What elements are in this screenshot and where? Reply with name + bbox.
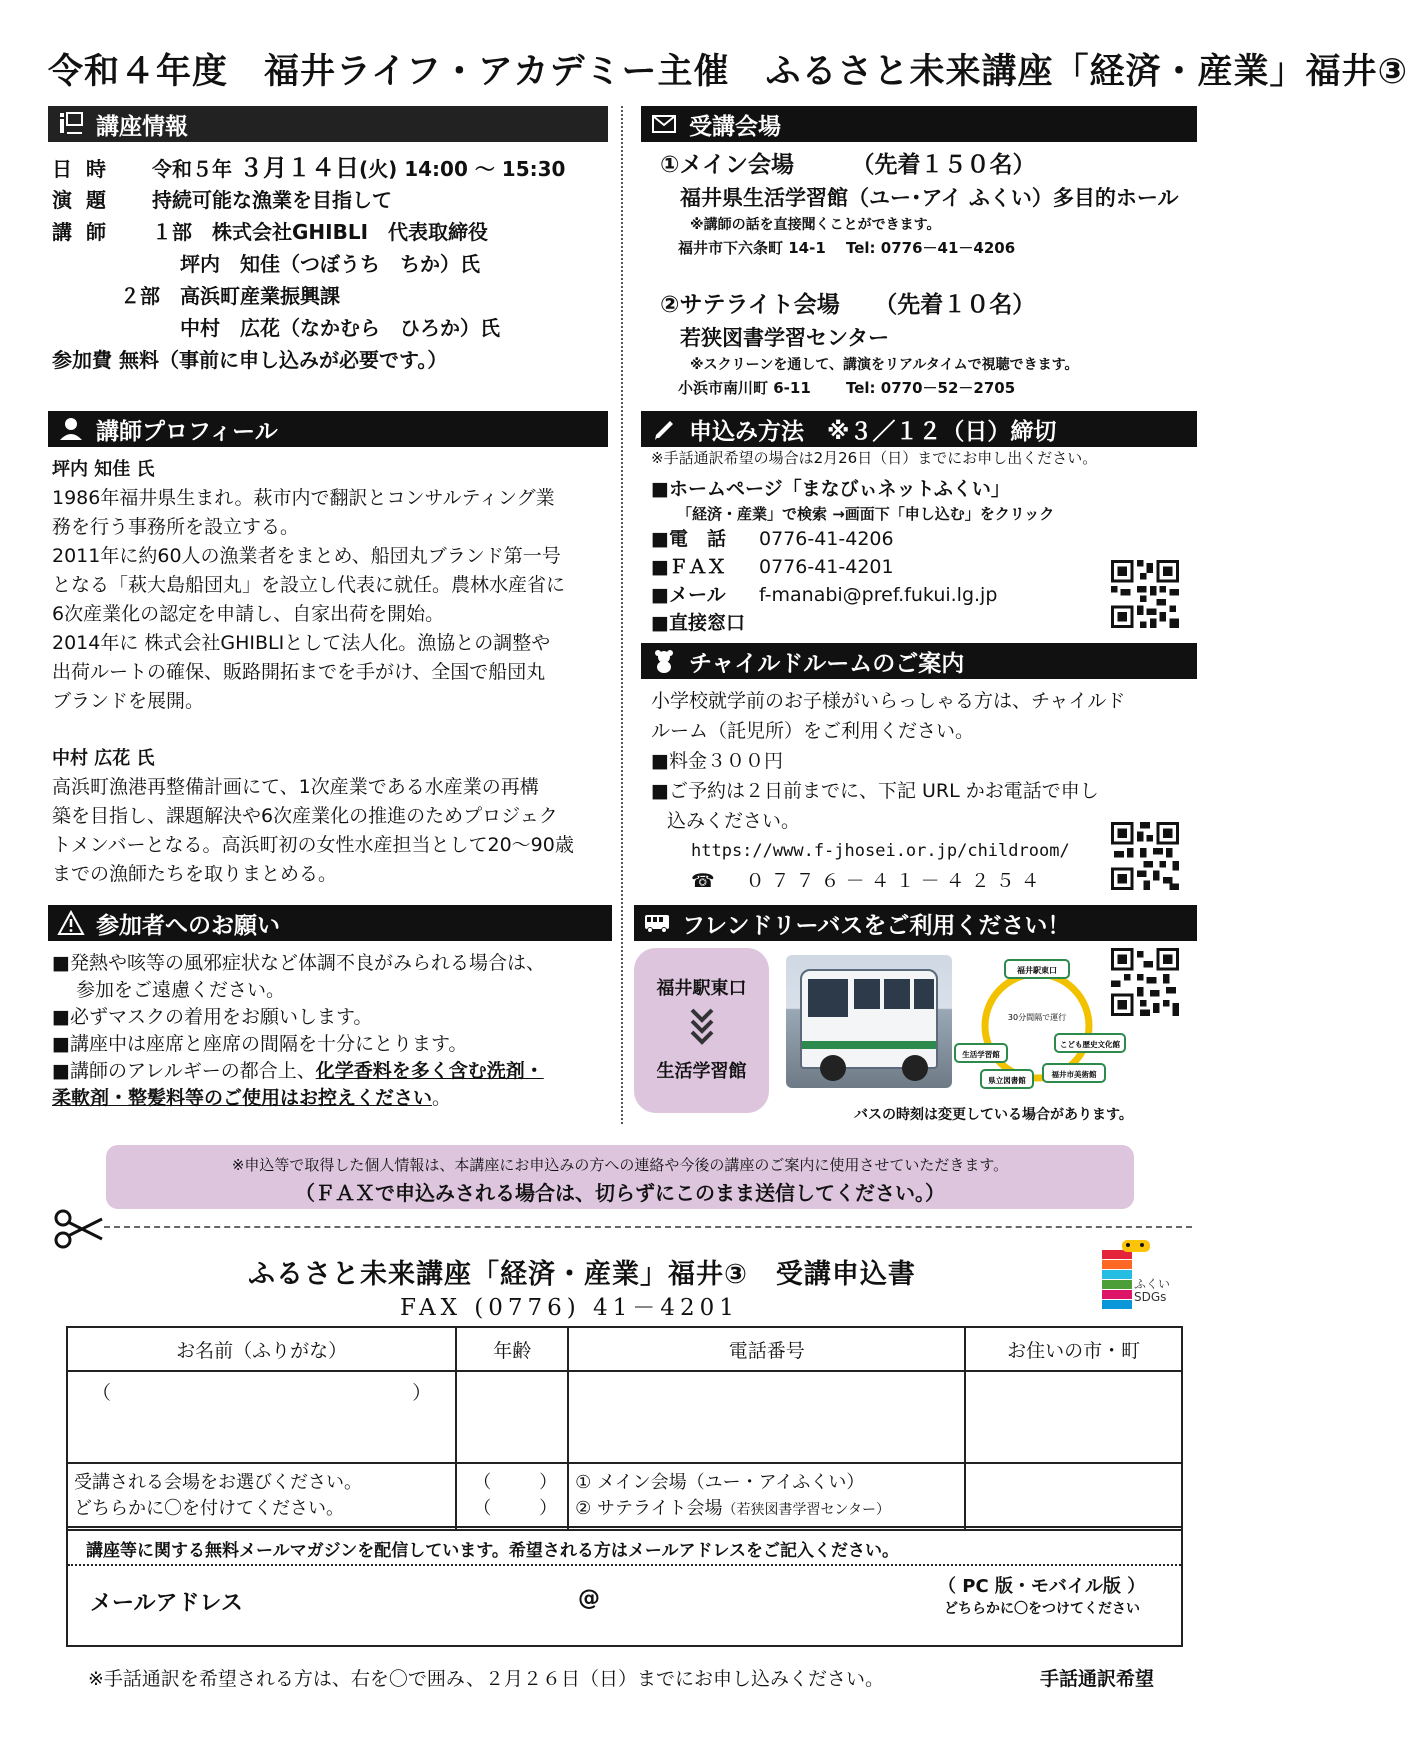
form-paren-left: （ (473, 1498, 492, 1519)
profile-line: 1986年福井県生まれ。萩市内で翻訳とコンサルティング業 (52, 487, 555, 509)
apply-mail-label: ■メール (651, 584, 726, 606)
profile-line: までの漁師たちを取りまとめる。 (52, 863, 338, 885)
profile-line: 出荷ルートの確保、販路開拓までを手がけ、全国で船団丸 (52, 661, 546, 683)
mail-address-label: メールアドレス (90, 1591, 243, 1616)
section-bar-bus (634, 905, 1197, 941)
venue-main-head: ①メイン会場 （先着１５０名） (660, 152, 1036, 178)
profile-line: 高浜町漁港再整備計画にて、1次産業である水産業の再構 (52, 776, 539, 798)
notice-line-4 (52, 1058, 622, 1085)
profile-name-1: 坪内 知佳 氏 (52, 459, 155, 480)
bus-icon (642, 908, 672, 938)
envelope-icon (649, 109, 679, 139)
form-venue-options (568, 1463, 965, 1530)
application-form-table (66, 1326, 1183, 1531)
info-date-key: 日時 (52, 157, 120, 181)
apply-homepage-sub: 「経済・産業」で検索 →画面下「申し込む」をクリック (677, 505, 1055, 523)
section-title-venue: 受講会場 (689, 113, 781, 140)
child-reserve: ■ご予約は２日前までに、下記 URL かお電話で申し (651, 780, 1099, 802)
privacy-text: ※申込等で取得した個人情報は、本講座にお申込みの方への連絡や今後の講座のご案内に使用させていただきます。 (231, 1156, 1009, 1174)
child-tel: ☎ ０７７６－４１－４２５４ (691, 870, 1046, 892)
info-date-main: ３月１４日 (238, 154, 359, 182)
mail-at-sign[interactable]: @ (578, 1586, 600, 1611)
form-option-main: ① メイン会場（ユー・アイふくい） (575, 1472, 865, 1493)
form-header-city: お住いの市・町 (965, 1327, 1182, 1371)
mail-device-note: どちらかに〇をつけてください (944, 1601, 1140, 1617)
form-city-field[interactable] (965, 1371, 1182, 1463)
form-venue-q2: どちらかに〇を付けてください。 (74, 1498, 344, 1519)
section-title-profile: 講師プロフィール (96, 418, 278, 445)
form-header-age: 年齢 (456, 1327, 568, 1371)
child-line-1: 小学校就学前のお子様がいらっしゃる方は、チャイルド (651, 690, 1126, 712)
sdgs-label-1: ふくい (1134, 1277, 1171, 1291)
apply-fax: 0776-41-4201 (759, 556, 894, 578)
mail-magazine-box (66, 1526, 1183, 1647)
form-title: ふるさと未来講座「経済・産業」福井③ 受講申込書 (248, 1259, 916, 1290)
venue-block (660, 148, 1200, 400)
form-venue-mark-field[interactable] (456, 1463, 568, 1530)
info-lecturer-row (52, 216, 612, 248)
sign-language-request[interactable]: 手話通訳希望 (1040, 1668, 1155, 1690)
form-paren-left: （ (92, 1382, 112, 1404)
venue-main-note: ※講師の話を直接聞くことができます。 (690, 217, 941, 233)
info-theme-row (52, 184, 612, 216)
bus-note: バスの時刻は変更している場合があります。 (854, 1107, 1133, 1123)
profile-line: 2011年に約60人の漁業者をまとめ、船団丸ブランド第一号 (52, 545, 561, 567)
form-option-satellite: ② サテライト会場 (575, 1498, 723, 1519)
form-venue-q1: 受講される会場をお選びください。 (74, 1472, 362, 1493)
section-title-notice: 参加者へのお願い (96, 912, 280, 939)
chevron-down-icon (687, 1006, 717, 1046)
apply-tel-label: ■電 話 (651, 528, 726, 550)
section-title-bus: フレンドリーバスをご利用ください！ (682, 912, 1071, 939)
bus-photo (786, 955, 952, 1088)
apply-tel: 0776-41-4206 (759, 528, 894, 550)
pencil-icon (649, 414, 679, 444)
venue-sat-head: ②サテライト会場 （先着１０名） (660, 292, 1036, 318)
form-paren-left: （ (473, 1472, 492, 1493)
info-fee: 参加費 無料（事前に申し込みが必要です。） (52, 348, 448, 372)
privacy-fax-note: （ＦＡＸで申込みされる場合は、切らずにこのまま送信してください。） (295, 1181, 945, 1205)
profile-line: 務を行う事務所を設立する。 (52, 516, 300, 538)
fukui-sdgs-logo (1100, 1240, 1176, 1310)
mail-intro: 講座等に関する無料メールマガジンを配信しています。希望される方はメールアドレスをご記入ください。 (68, 1528, 1181, 1566)
section-title-apply: 申込み方法 ※３／１２（日）締切 (689, 418, 1057, 445)
section-title-child: チャイルドルームのご案内 (689, 650, 965, 677)
info-date-suffix: (火) 14:00 ～ 15:30 (358, 157, 566, 181)
bus-route-map (955, 958, 1125, 1093)
page-title: 令和４年度 福井ライフ・アカデミー主催 ふるさと未来講座「経済・産業」福井③ (48, 52, 1408, 92)
notice-line-1b: 参加をご遠慮ください。 (76, 979, 286, 1001)
child-url-link[interactable]: https://www.f-jhosei.or.jp/childroom/ (691, 841, 1070, 861)
info-lecturer-key: 講師 (52, 220, 120, 244)
notice-block (52, 950, 622, 1112)
child-reserve-2: 込みください。 (667, 810, 801, 832)
profile-line: 6次産業化の認定を申請し、自家出荷を開始。 (52, 603, 445, 625)
notice-line-3: ■講座中は座席と座席の間隔を十分にとります。 (52, 1033, 468, 1055)
notice-line-1: ■発熱や咳等の風邪症状など体調不良がみられる場合は、 (52, 952, 545, 974)
child-line-2: ルーム（託児所）をご利用ください。 (651, 720, 975, 742)
form-paren-right: ） (539, 1498, 558, 1519)
apply-window-label: ■直接窓口 (651, 612, 745, 634)
child-block (651, 686, 1171, 896)
info-part1: １部 株式会社GHIBLI 代表取締役 (152, 220, 489, 244)
form-blank-cell (965, 1463, 1182, 1530)
person-icon (56, 414, 86, 444)
venue-sat-name: 若狭図書学習センター (680, 326, 890, 350)
form-option-satellite-sub: （若狭図書学習センター） (722, 1502, 890, 1518)
form-header-name: お名前（ふりがな） (67, 1327, 456, 1371)
sdgs-label-2: SDGs (1134, 1290, 1167, 1304)
map-label-d: 福井市美術館 (1051, 1070, 1097, 1079)
privacy-banner (106, 1145, 1134, 1209)
venue-main-name: 福井県生活学習館（ユー･アイ ふくい）多目的ホール (680, 186, 1179, 210)
footer-note: ※手話通訳を希望される方は、右を〇で囲み、２月２６日（日）までにお申し込みください。 (88, 1668, 885, 1690)
mail-device-choice[interactable]: （ PC 版・モバイル版 ） (938, 1576, 1146, 1597)
bus-route-box (634, 948, 769, 1113)
info-part1-name: 坪内 知佳（つぼうち ちか）氏 (180, 252, 480, 276)
form-age-field[interactable] (456, 1371, 568, 1463)
info-part2: ２部 高浜町産業振興課 (120, 284, 340, 308)
apply-mail[interactable]: f-manabi@pref.fukui.lg.jp (759, 584, 998, 606)
notice-line-4a: ■講師のアレルギーの都合上、 (52, 1060, 316, 1082)
section-bar-venue (641, 106, 1197, 142)
info-block (52, 152, 612, 376)
info-theme-key: 演題 (52, 188, 120, 212)
section-bar-notice (48, 905, 612, 941)
venue-sat-addr: 小浜市南川町 6-11 Tel: 0770－52－2705 (678, 379, 1016, 397)
teddy-bear-icon (649, 646, 679, 676)
map-label-station: 福井駅東口 (1017, 966, 1057, 975)
apply-homepage[interactable]: ■ホームページ「まなびぃネットふくい」 (651, 478, 1010, 500)
bus-from: 福井駅東口 (656, 978, 747, 999)
warning-icon (56, 908, 86, 938)
profile-line: となる「萩大島船団丸」を設立し代表に就任。農林水産省に (52, 574, 566, 596)
profile-line: 築を目指し、課題解決や6次産業化の推進のためプロジェク (52, 805, 558, 827)
info-theme: 持続可能な漁業を目指して (152, 188, 392, 212)
notice-line-4d: 。 (432, 1087, 452, 1109)
section-title-info: 講座情報 (96, 113, 188, 140)
form-fax: FAX (0776) 41－4201 (400, 1295, 739, 1321)
profile-line: 2014年に 株式会社GHIBLIとして法人化。漁協との調整や (52, 632, 551, 654)
form-paren-right: ） (539, 1472, 558, 1493)
venue-sat-note: ※スクリーンを通して、講演をリアルタイムで視聴できます。 (690, 357, 1079, 373)
form-name-field[interactable] (67, 1371, 456, 1463)
form-venue-question (67, 1463, 456, 1530)
section-bar-child (641, 643, 1197, 679)
notice-line-4c: 柔軟剤・整髪料等のご使用はお控えください (52, 1087, 433, 1109)
apply-fax-label: ■ＦＡＸ (651, 556, 726, 578)
info-part2-name: 中村 広花（なかむら ひろか）氏 (180, 316, 500, 340)
child-fee: ■料金３００円 (651, 750, 783, 772)
info-date-row (52, 152, 612, 184)
apply-tel-row (651, 525, 1207, 553)
section-bar-apply (641, 411, 1197, 447)
venue-main-addr: 福井市下六条町 14-1 Tel: 0776－41－4206 (678, 239, 1016, 257)
map-label-a: こども歴史文化館 (1060, 1040, 1120, 1049)
lecture-icon (56, 109, 86, 139)
scissors-icon (52, 1209, 104, 1249)
map-label-interval: 30分間隔で運行 (1007, 1013, 1067, 1022)
notice-line-5 (52, 1085, 622, 1112)
apply-sign-note: ※手話通訳希望の場合は2月26日（日）までにお申し出ください。 (651, 449, 1098, 467)
cut-line (104, 1226, 1192, 1228)
notice-line-2: ■必ずマスクの着用をお願いします。 (52, 1006, 373, 1028)
form-header-tel: 電話番号 (568, 1327, 965, 1371)
profile-block (52, 455, 612, 889)
section-bar-info (48, 106, 608, 142)
profile-line: ブランドを展開。 (52, 690, 205, 712)
bus-to: 生活学習館 (656, 1061, 747, 1082)
form-tel-field[interactable] (568, 1371, 965, 1463)
qr-code-apply[interactable] (1111, 560, 1179, 628)
map-label-c: 県立図書館 (988, 1076, 1026, 1085)
section-bar-profile (48, 411, 608, 447)
notice-line-4b: 化学香料を多く含む洗剤・ (315, 1060, 544, 1082)
profile-name-2: 中村 広花 氏 (52, 748, 155, 769)
form-paren-right: ） (412, 1382, 432, 1404)
profile-line: トメンバーとなる。高浜町初の女性水産担当として20～90歳 (52, 834, 574, 856)
info-date-prefix: 令和５年 (152, 157, 232, 181)
map-label-b: 生活学習館 (962, 1050, 1000, 1059)
